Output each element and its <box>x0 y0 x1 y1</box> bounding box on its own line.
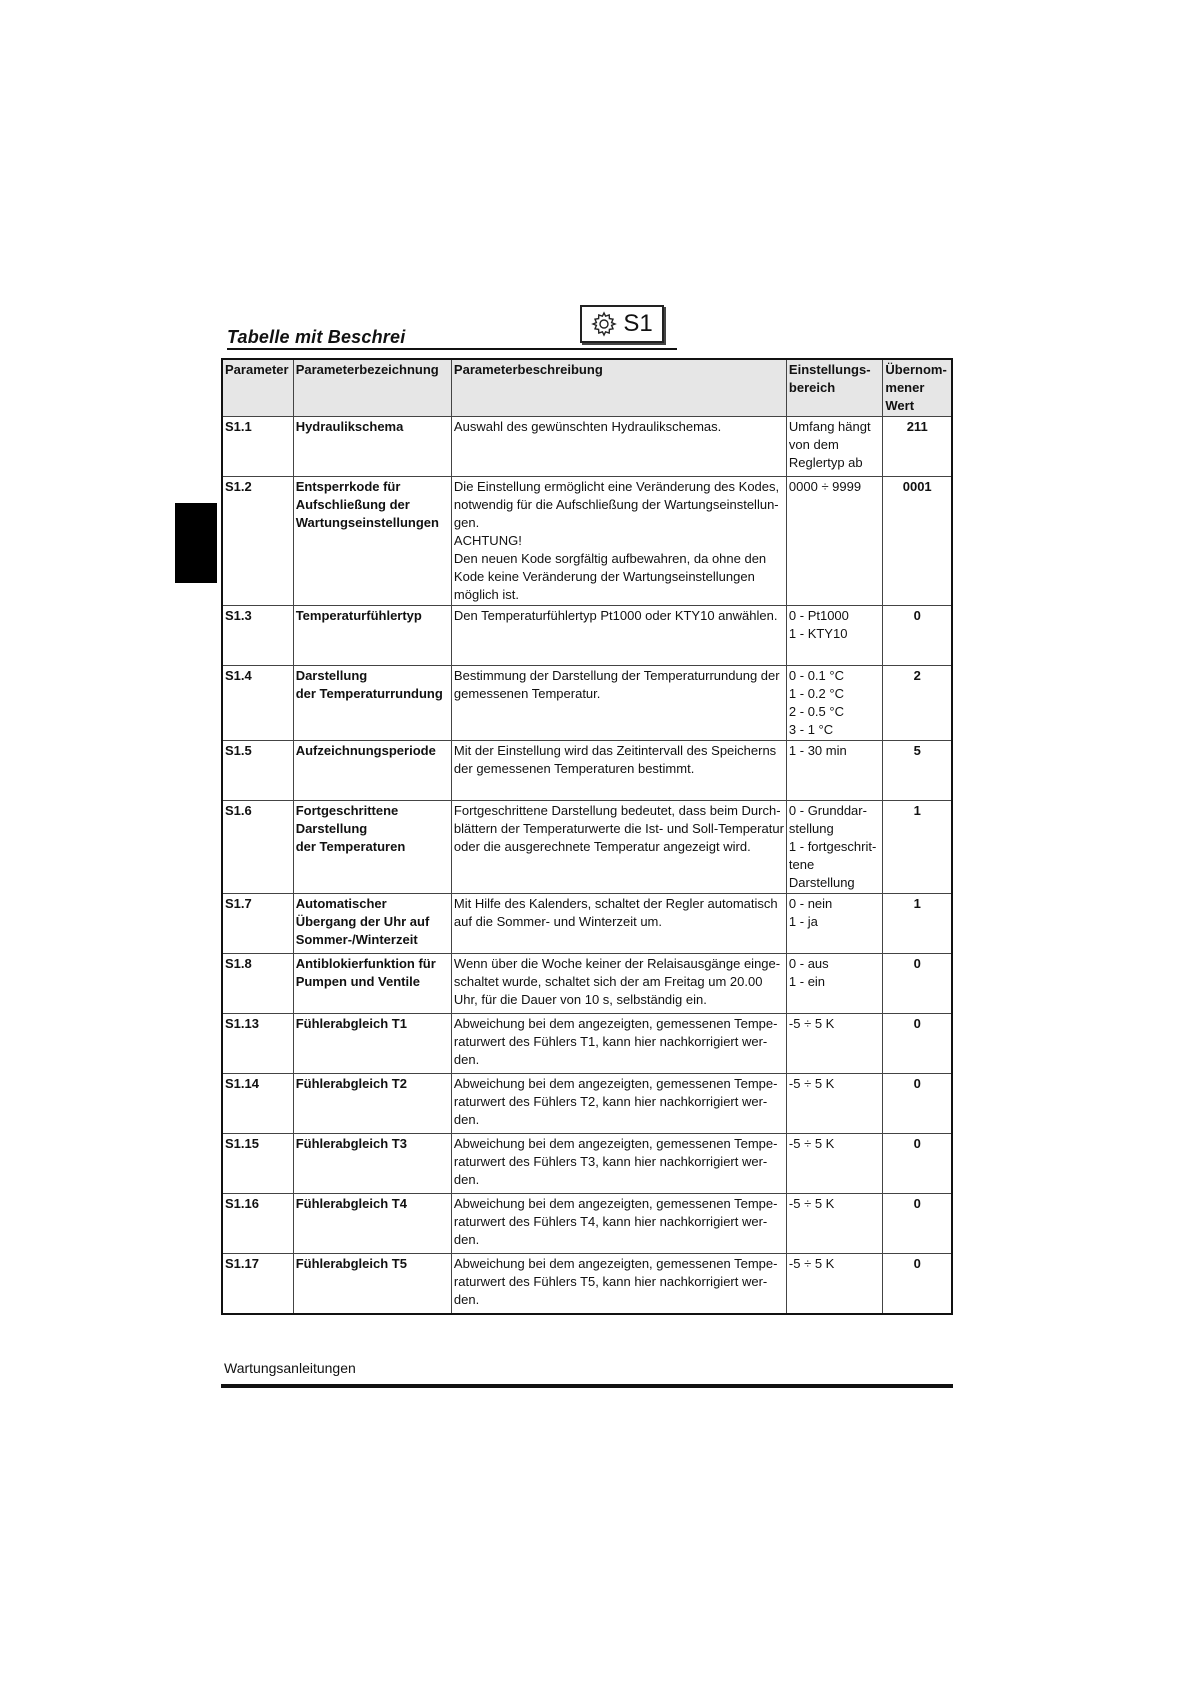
table-row <box>222 741 952 801</box>
param-range: 0 - nein 1 - ja <box>786 894 882 954</box>
param-value: 5 <box>883 741 952 801</box>
param-range: 0000 ÷ 9999 <box>786 477 882 606</box>
param-value: 0 <box>883 1254 952 1314</box>
table-row <box>222 894 952 954</box>
param-code: S1.6 <box>222 801 293 894</box>
table-row <box>222 1074 952 1134</box>
param-description: Den Temperaturfühlertyp Pt1000 oder KTY10 anwählen. <box>451 606 786 666</box>
table-row <box>222 1134 952 1194</box>
param-range: 0 - Grunddar- stellung 1 - fortgeschrit- tene Darstellung <box>786 801 882 894</box>
param-code: S1.7 <box>222 894 293 954</box>
param-code: S1.1 <box>222 417 293 477</box>
param-description: Bestimmung der Darstellung der Temperaturrundung der gemessenen Temperatur. <box>451 666 786 741</box>
header-parameterbezeichnung: Parameterbezeichnung <box>293 359 451 417</box>
param-code: S1.4 <box>222 666 293 741</box>
param-name: Temperaturfühlertyp <box>293 606 451 666</box>
param-code: S1.3 <box>222 606 293 666</box>
param-description: Abweichung bei dem angezeigten, gemessenen Tempe- raturwert des Fühlers T2, kann hier nachkorrigiert wer- den. <box>451 1074 786 1134</box>
param-range: 1 - 30 min <box>786 741 882 801</box>
param-value: 0 <box>883 1014 952 1074</box>
header-parameterbeschreibung: Parameterbeschreibung <box>451 359 786 417</box>
table-header-row <box>222 359 952 417</box>
param-name: Fühlerabgleich T5 <box>293 1254 451 1314</box>
title-underline <box>227 348 677 350</box>
param-name: Darstellung der Temperaturrundung <box>293 666 451 741</box>
param-value: 211 <box>883 417 952 477</box>
param-name: Fühlerabgleich T4 <box>293 1194 451 1254</box>
param-name: Antiblokierfunktion für Pumpen und Ventile <box>293 954 451 1014</box>
parameter-table <box>221 358 953 1315</box>
param-range: 0 - 0.1 °C 1 - 0.2 °C 2 - 0.5 °C 3 - 1 °C <box>786 666 882 741</box>
s1-badge <box>580 305 664 343</box>
param-description: Mit der Einstellung wird das Zeitintervall des Speicherns der gemessenen Temperaturen bestimmt. <box>451 741 786 801</box>
header-parameter: Parameter <box>222 359 293 417</box>
table-row <box>222 417 952 477</box>
param-description: Mit Hilfe des Kalenders, schaltet der Regler automatisch auf die Sommer- und Winterzeit um. <box>451 894 786 954</box>
param-name: Fühlerabgleich T2 <box>293 1074 451 1134</box>
param-range: Umfang hängt von dem Reglertyp ab <box>786 417 882 477</box>
param-range: -5 ÷ 5 K <box>786 1254 882 1314</box>
param-range: -5 ÷ 5 K <box>786 1134 882 1194</box>
table-row <box>222 1194 952 1254</box>
gear-icon <box>591 311 617 337</box>
param-description: Abweichung bei dem angezeigten, gemessenen Tempe- raturwert des Fühlers T1, kann hier nachkorrigiert wer- den. <box>451 1014 786 1074</box>
param-value: 0 <box>883 1074 952 1134</box>
table-row <box>222 666 952 741</box>
param-range: 0 - Pt1000 1 - KTY10 <box>786 606 882 666</box>
param-name: Fühlerabgleich T1 <box>293 1014 451 1074</box>
footer-rule <box>221 1384 953 1388</box>
param-description: Die Einstellung ermöglicht eine Veränderung des Kodes, notwendig für die Aufschließung der Wartungseinstellun- gen. ACHTUNG! Den neuen Kode sorgfältig aufbewahren, da ohne den Kode keine Veränderung der Wartungseinstellungen möglich ist. <box>451 477 786 606</box>
table-row <box>222 1014 952 1074</box>
footer-text: Wartungsanleitungen <box>224 1360 356 1376</box>
table-row <box>222 954 952 1014</box>
param-description: Wenn über die Woche keiner der Relaisausgänge einge- schaltet wurde, schaltet sich der am Freitag um 20.00 Uhr, für die Dauer von 10 s, selbständig ein. <box>451 954 786 1014</box>
param-code: S1.13 <box>222 1014 293 1074</box>
param-code: S1.8 <box>222 954 293 1014</box>
param-value: 0 <box>883 954 952 1014</box>
param-range: -5 ÷ 5 K <box>786 1074 882 1134</box>
param-value: 0001 <box>883 477 952 606</box>
param-description: Fortgeschrittene Darstellung bedeutet, dass beim Durch- blättern der Temperaturwerte die Ist- und Soll-Temperatur oder die ausgerechnete Temperatur angezeigt wird. <box>451 801 786 894</box>
param-code: S1.2 <box>222 477 293 606</box>
param-name: Entsperrkode für Aufschließung der Wartungseinstellungen <box>293 477 451 606</box>
section-title: Tabelle mit Beschrei <box>227 327 406 347</box>
table-row <box>222 801 952 894</box>
param-code: S1.14 <box>222 1074 293 1134</box>
param-range: -5 ÷ 5 K <box>786 1194 882 1254</box>
header-einstellungsbereich: Einstellungs- bereich <box>786 359 882 417</box>
param-value: 0 <box>883 1194 952 1254</box>
param-value: 0 <box>883 1134 952 1194</box>
table-row <box>222 477 952 606</box>
param-value: 1 <box>883 894 952 954</box>
s1-badge-label: S1 <box>623 310 653 337</box>
table-row <box>222 1254 952 1314</box>
param-description: Abweichung bei dem angezeigten, gemessenen Tempe- raturwert des Fühlers T5, kann hier nachkorrigiert wer- den. <box>451 1254 786 1314</box>
param-description: Abweichung bei dem angezeigten, gemessenen Tempe- raturwert des Fühlers T3, kann hier nachkorrigiert wer- den. <box>451 1134 786 1194</box>
header-uebernommener-wert: Übernom- mener Wert <box>883 359 952 417</box>
param-name: Aufzeichnungsperiode <box>293 741 451 801</box>
param-code: S1.5 <box>222 741 293 801</box>
table-row <box>222 606 952 666</box>
chapter-tab-marker <box>175 503 217 583</box>
param-description: Auswahl des gewünschten Hydraulikschemas. <box>451 417 786 477</box>
param-code: S1.16 <box>222 1194 293 1254</box>
param-range: -5 ÷ 5 K <box>786 1014 882 1074</box>
param-name: Fortgeschrittene Darstellung der Temperaturen <box>293 801 451 894</box>
param-value: 1 <box>883 801 952 894</box>
param-name: Automatischer Übergang der Uhr auf Sommer-/Winterzeit <box>293 894 451 954</box>
param-value: 0 <box>883 606 952 666</box>
param-code: S1.15 <box>222 1134 293 1194</box>
param-code: S1.17 <box>222 1254 293 1314</box>
section-header <box>227 305 677 349</box>
param-description: Abweichung bei dem angezeigten, gemessenen Tempe- raturwert des Fühlers T4, kann hier nachkorrigiert wer- den. <box>451 1194 786 1254</box>
param-name: Hydraulikschema <box>293 417 451 477</box>
param-value: 2 <box>883 666 952 741</box>
param-name: Fühlerabgleich T3 <box>293 1134 451 1194</box>
param-range: 0 - aus 1 - ein <box>786 954 882 1014</box>
